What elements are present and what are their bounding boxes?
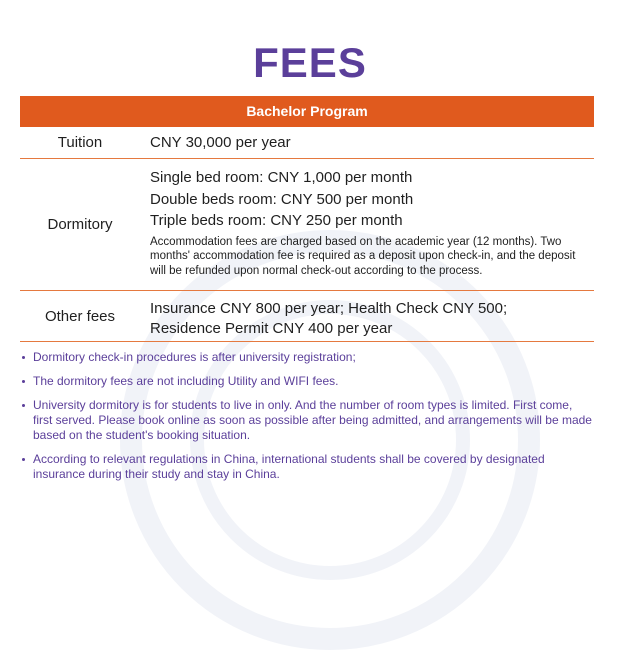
room-triple: Triple beds room: CNY 250 per month (150, 212, 403, 229)
program-header: Bachelor Program (20, 96, 594, 127)
page-title: FEES (253, 39, 367, 86)
tuition-row (20, 127, 594, 159)
other-fees-label: Other fees (44, 307, 116, 325)
notes-list (22, 350, 592, 491)
list-item: Dormitory check-in procedures is after university registration; (22, 350, 592, 365)
other-fees-line: Insurance CNY 800 per year; Health Check CNY 500; (150, 300, 508, 317)
tuition-value: CNY 30,000 per year (150, 134, 291, 151)
dormitory-value (148, 159, 594, 290)
list-item: The dormitory fees are not including Utility and WIFI fees. (22, 374, 592, 389)
list-item: University dormitory is for students to live in only. And the number of room types is limited. First come, first served. Please book online as soon as possible after being admitted, and arrangements will be made based on the student's booking situation. (22, 398, 592, 443)
dormitory-label: Dormitory (47, 216, 113, 233)
other-fees-row (20, 291, 594, 342)
accommodation-note: Accommodation fees are charged based on the academic year (12 months). Two months' accommodation fee is required as a deposit upon check-in, and the deposit will be refunded upon normal check-out according to the process. (150, 235, 576, 277)
room-single: Single bed room: CNY 1,000 per month (150, 169, 413, 186)
room-double: Double beds room: CNY 500 per month (150, 190, 414, 208)
other-fees-line: Residence Permit CNY 400 per year (150, 320, 393, 337)
tuition-label: Tuition (57, 134, 103, 151)
dormitory-row (20, 159, 594, 291)
fees-table (20, 96, 594, 342)
other-fees-value (148, 291, 594, 341)
list-item: According to relevant regulations in China, international students shall be covered by designated insurance during their study and stay in China. (22, 452, 592, 482)
